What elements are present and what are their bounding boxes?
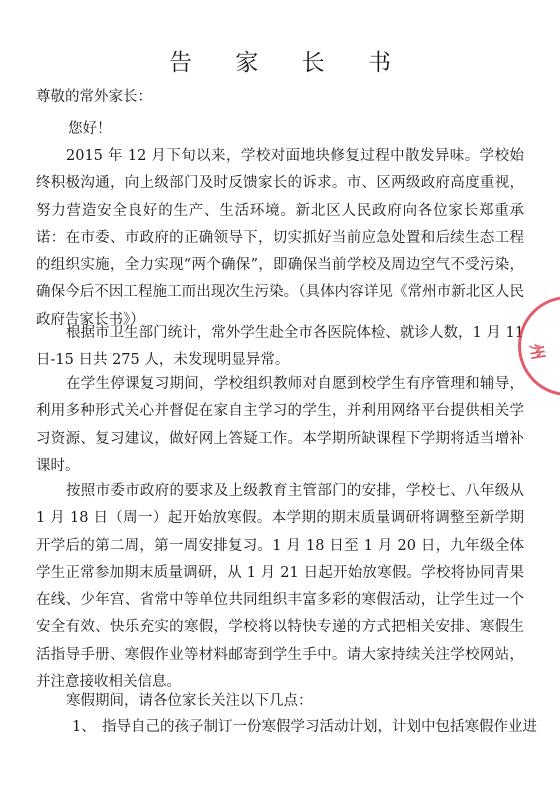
paragraph-study-arrangement: 在学生停课复习期间，学校组织教师对自愿到校学生有序管理和辅导，利用多种形式关心并督促在家自主学习的学生，并利用网络平台提供相关学习资源、复习建议，做好网上答疑工作。本学期所缺课程下学期将适当增补课时。 — [36, 376, 524, 474]
greeting: 您好！ — [68, 121, 112, 137]
list-item-number: 1、 — [72, 719, 96, 735]
paragraph-parent-notes: 寒假期间，请各位家长关注以下几点： — [66, 693, 313, 709]
list-item-text: 指导自己的孩子制订一份寒假学习活动计划，计划中包括寒假作业进 — [102, 719, 537, 735]
paragraph-odor-issue: 2015 年 12 月下旬以来，学校对面地块修复过程中散发异味。学校始终积极沟通，向上级部门及时反馈家长的诉求。市、区两级政府高度重视，努力营造安全良好的生产、生活环境。新北区人民政府向各位家长郑重承诺：在市委、市政府的正确领导下，切实抓好当前应急处置和后续生态工程的组织实施，全力实现“两个确保”，即确保当前学校及周边空气不受污染，确保今后不因工程施工而出现次生污染。（具体内容详见《常州市新北区人民政府告家长书》） — [36, 148, 524, 328]
official-seal-text: 州 — [526, 342, 548, 362]
list-item — [36, 714, 537, 741]
paragraph-winter-break: 按照市委市政府的要求及上级教育主管部门的安排，学校七、八年级从 1 月 18 日（周一）起开始放寒假。本学期的期末质量调研将调整至新学期开学后的第二周，第一周安排复习。1 月 18 日至 1 月 20 日，九年级全体学生正常参加期末质量调研，从 1 月 21 日起开始放寒假。学校将协同青果在线、少年宫、省常中等单位共同组织丰富多彩的寒假活动，让学生过一个安全有效、快乐充实的寒假，学校将以特快专递的方式把相关安排、寒假生活指导手册、寒假作业等材料邮寄到学生手中。请大家持续关注学校网站，并注意接收相关信息。 — [36, 483, 524, 691]
salutation: 尊敬的常外家长： — [36, 89, 152, 105]
letter-title: 告 家 长 书 — [169, 50, 409, 76]
paragraph-health-check: 根据市卫生部门统计，常外学生赴全市各医院体检、就诊人数，1 月 11 日-15 日共 275 人，未发现明显异常。 — [36, 325, 524, 369]
